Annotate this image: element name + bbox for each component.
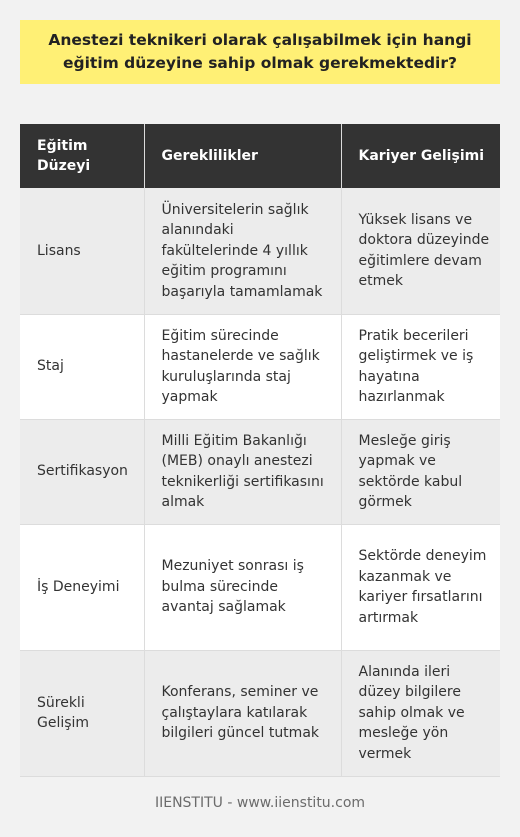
table-header-row <box>20 124 500 188</box>
table-row <box>20 650 500 776</box>
page-title: Anestezi teknikeri olarak çalışabilmek için hangi eğitim düzeyine sahip olmak gerekmektedir? <box>48 31 472 72</box>
column-header-career: Kariyer Gelişimi <box>341 124 500 188</box>
cell-career: Yüksek lisans ve doktora düzeyinde eğitimlere devam etmek <box>341 188 500 314</box>
cell-requirements: Konferans, seminer ve çalıştaylara katılarak bilgileri güncel tutmak <box>144 650 341 776</box>
table-row <box>20 314 500 419</box>
cell-requirements: Mezuniyet sonrası iş bulma sürecinde avantaj sağlamak <box>144 524 341 650</box>
column-header-level: Eğitim Düzeyi <box>20 124 144 188</box>
cell-requirements: Üniversitelerin sağlık alanındaki fakültelerinde 4 yıllık eğitim programını başarıyla tamamlamak <box>144 188 341 314</box>
cell-level: Lisans <box>20 188 144 314</box>
footer-credit: IIENSTITU - www.iienstitu.com <box>154 795 366 811</box>
cell-level: İş Deneyimi <box>20 524 144 650</box>
cell-level: Sürekli Gelişim <box>20 650 144 776</box>
education-table <box>20 124 500 777</box>
cell-requirements: Milli Eğitim Bakanlığı (MEB) onaylı anestezi teknikerliği sertifikasını almak <box>144 419 341 524</box>
column-header-requirements: Gereklilikler <box>144 124 341 188</box>
cell-career: Alanında ileri düzey bilgilere sahip olmak ve mesleğe yön vermek <box>341 650 500 776</box>
cell-level: Staj <box>20 314 144 419</box>
cell-level: Sertifikasyon <box>20 419 144 524</box>
table-row <box>20 419 500 524</box>
title-banner <box>20 20 500 84</box>
cell-career: Pratik becerileri geliştirmek ve iş hayatına hazırlanmak <box>341 314 500 419</box>
table-row <box>20 524 500 650</box>
table-row <box>20 188 500 314</box>
cell-career: Sektörde deneyim kazanmak ve kariyer fırsatlarını artırmak <box>341 524 500 650</box>
cell-career: Mesleğe giriş yapmak ve sektörde kabul görmek <box>341 419 500 524</box>
cell-requirements: Eğitim sürecinde hastanelerde ve sağlık kuruluşlarında staj yapmak <box>144 314 341 419</box>
